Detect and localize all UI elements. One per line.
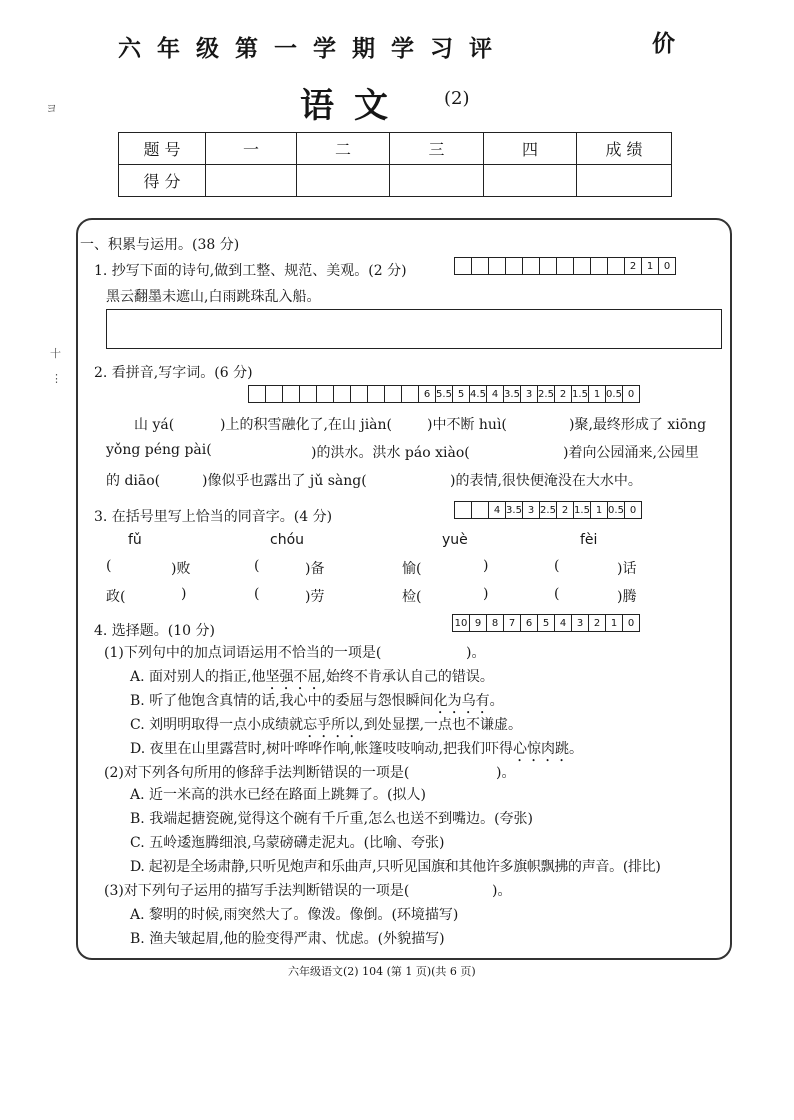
- grid-cell[interactable]: 4.5: [470, 386, 487, 403]
- subject-title: 语文: [300, 86, 408, 126]
- grid-cell[interactable]: 0: [623, 386, 640, 403]
- grid-cell[interactable]: 1: [589, 386, 606, 403]
- grid-cell[interactable]: 4: [555, 615, 572, 632]
- q1-prompt: 1. 抄写下面的诗句,做到工整、规范、美观。(2 分): [94, 263, 407, 279]
- grid-cell[interactable]: 3: [521, 386, 538, 403]
- margin-mark: ヨ: [46, 102, 57, 115]
- margin-mark: 十: [50, 347, 61, 360]
- grid-cell[interactable]: [455, 502, 472, 519]
- q4-sub2-option-d[interactable]: D. 起初是全场肃静,只听见炮声和乐曲声,只听见国旗和其他许多旗帜飘拂的声音。(排比): [130, 859, 661, 875]
- grid-cell[interactable]: 1: [591, 502, 608, 519]
- grid-cell[interactable]: 10: [453, 615, 470, 632]
- grid-cell[interactable]: 2: [625, 258, 642, 275]
- option-text: ,始终不肯承认自己的错误。: [321, 669, 494, 685]
- page-footer: 六年级语文(2) 104 (第 1 页)(共 6 页): [288, 965, 476, 978]
- score-header-cell: 一: [206, 133, 297, 165]
- q3-blank: )腾: [617, 589, 637, 605]
- q3-blank: )话: [617, 561, 637, 577]
- q3-pinyin: yuè: [442, 532, 468, 548]
- grid-cell[interactable]: 2: [557, 502, 574, 519]
- margin-mark: ⋮: [51, 372, 62, 385]
- q3-blank: ): [483, 558, 489, 574]
- section-heading: 一、积累与运用。(38 分): [80, 237, 240, 253]
- subject-number: (2): [444, 88, 470, 109]
- q4-prompt: 4. 选择题。(10 分): [94, 623, 215, 639]
- score-input-cell[interactable]: [577, 165, 672, 197]
- grid-cell[interactable]: 6: [521, 615, 538, 632]
- q3-prompt: 3. 在括号里写上恰当的同音字。(4 分): [94, 509, 333, 525]
- grid-cell[interactable]: [385, 386, 402, 403]
- q2-text: )中不断 huì(: [427, 417, 507, 433]
- score-input-cell[interactable]: [206, 165, 297, 197]
- score-input-cell[interactable]: [484, 165, 577, 197]
- q4-sub1-option-b[interactable]: [130, 690, 504, 717]
- q4-sub1-option-a[interactable]: [130, 666, 494, 693]
- q4-sub3-option-a[interactable]: A. 黎明的时候,雨突然大了。像泼。像倒。(环境描写): [130, 907, 459, 923]
- q4-sub1-stem: (1)下列句中的加点词语运用不恰当的一项是(: [104, 645, 382, 661]
- q2-text: )像似乎也露出了 jǔ sàng(: [202, 473, 367, 489]
- grid-cell[interactable]: 9: [470, 615, 487, 632]
- grid-cell[interactable]: 6: [419, 386, 436, 403]
- grid-cell[interactable]: 3.5: [506, 502, 523, 519]
- score-header-cell: 成 绩: [577, 133, 672, 165]
- q2-text: )聚,最终形成了 xiōng: [569, 417, 707, 433]
- grid-cell[interactable]: 0: [625, 502, 642, 519]
- q4-sub2-option-a[interactable]: A. 近一米高的洪水已经在路面上跳舞了。(拟人): [130, 787, 426, 803]
- dotted-word: 化为乌有: [433, 693, 490, 709]
- score-table: [118, 132, 672, 197]
- grid-cell[interactable]: 2.5: [540, 502, 557, 519]
- grid-cell[interactable]: [574, 258, 591, 275]
- grid-cell[interactable]: [540, 258, 557, 275]
- grid-cell[interactable]: 4: [487, 386, 504, 403]
- grid-cell[interactable]: [368, 386, 385, 403]
- grid-cell[interactable]: 0: [659, 258, 676, 275]
- grid-cell[interactable]: [266, 386, 283, 403]
- q3-blank: (: [554, 586, 560, 602]
- score-input-cell[interactable]: [297, 165, 390, 197]
- grid-cell[interactable]: [351, 386, 368, 403]
- grid-cell[interactable]: 1.5: [572, 386, 589, 403]
- q3-pinyin: chóu: [270, 532, 305, 548]
- grid-cell[interactable]: [283, 386, 300, 403]
- option-text: B. 听了他饱含真情的话,我心中的委屈与怨恨瞬间: [130, 693, 434, 709]
- q3-blank: (: [554, 558, 560, 574]
- grid-cell[interactable]: 2: [555, 386, 572, 403]
- q4-sub3-stem-end: )。: [492, 883, 512, 899]
- grid-cell[interactable]: [557, 258, 574, 275]
- grid-cell[interactable]: 2.5: [538, 386, 555, 403]
- q3-blank: 检(: [402, 589, 422, 605]
- grid-cell[interactable]: [608, 258, 625, 275]
- q2-text: )的洪水。洪水 páo xiào(: [311, 445, 470, 461]
- grid-cell[interactable]: [334, 386, 351, 403]
- q2-prompt: 2. 看拼音,写字词。(6 分): [94, 365, 253, 381]
- q4-sub3-option-b[interactable]: B. 渔夫皱起眉,他的脸变得严肃、忧虑。(外貌描写): [130, 931, 445, 947]
- q3-blank: (: [254, 558, 260, 574]
- option-text: 。: [568, 741, 583, 757]
- q4-sub2-stem-end: )。: [496, 765, 516, 781]
- grid-cell[interactable]: [317, 386, 334, 403]
- q3-blank: (: [106, 558, 112, 574]
- dotted-word: 坚强不屈: [265, 669, 322, 685]
- q4-sub3-stem: (3)对下列句子运用的描写手法判断错误的一项是(: [104, 883, 410, 899]
- grid-cell[interactable]: 5.5: [436, 386, 453, 403]
- q3-pinyin: fèi: [580, 532, 598, 548]
- grid-cell[interactable]: 5: [538, 615, 555, 632]
- grid-cell[interactable]: [472, 258, 489, 275]
- score-header-cell: 二: [297, 133, 390, 165]
- grid-cell[interactable]: 1: [642, 258, 659, 275]
- q3-score-grid: [454, 501, 642, 519]
- grid-cell[interactable]: [455, 258, 472, 275]
- grid-cell[interactable]: [523, 258, 540, 275]
- q3-blank: )败: [171, 561, 191, 577]
- grid-cell[interactable]: 0.5: [606, 386, 623, 403]
- q3-blank: (: [254, 586, 260, 602]
- q2-text: yǒng péng pài(: [106, 442, 212, 458]
- grid-cell[interactable]: [300, 386, 317, 403]
- q2-score-grid: [248, 385, 640, 403]
- grid-cell[interactable]: 2: [589, 615, 606, 632]
- q4-sub1-stem-end: )。: [466, 645, 486, 661]
- score-header-cell: 四: [484, 133, 577, 165]
- grid-cell[interactable]: [249, 386, 266, 403]
- grid-cell[interactable]: 8: [487, 615, 504, 632]
- q3-blank: )备: [305, 561, 325, 577]
- q2-text: 山 yá(: [134, 417, 175, 433]
- grid-cell[interactable]: [489, 258, 506, 275]
- q4-sub1-option-c[interactable]: [130, 714, 522, 741]
- q1-poem: 黑云翻墨未遮山,白雨跳珠乱入船。: [106, 289, 321, 305]
- grid-cell[interactable]: 1: [606, 615, 623, 632]
- grid-cell[interactable]: [591, 258, 608, 275]
- q1-answer-box[interactable]: [106, 309, 722, 349]
- q4-sub2-option-b[interactable]: B. 我端起搪瓷碗,觉得这个碗有千斤重,怎么也送不到嘴边。(夸张): [130, 811, 534, 827]
- option-text: ,到处显摆,一点也不谦虚。: [359, 717, 523, 733]
- q3-pinyin: fǔ: [128, 532, 142, 548]
- grid-cell[interactable]: 7: [504, 615, 521, 632]
- grid-cell[interactable]: [402, 386, 419, 403]
- score-label-cell: 得 分: [119, 165, 206, 197]
- q3-blank: 愉(: [402, 561, 422, 577]
- dotted-word: 忘乎所以: [303, 717, 360, 733]
- q4-sub1-option-d[interactable]: [130, 738, 583, 765]
- q3-blank: ): [181, 586, 187, 602]
- q4-sub2-option-c[interactable]: C. 五岭逶迤腾细浪,乌蒙磅礴走泥丸。(比喻、夸张): [130, 835, 445, 851]
- score-input-cell[interactable]: [390, 165, 484, 197]
- score-header-cell: 三: [390, 133, 484, 165]
- q4-sub2-stem: (2)对下列各句所用的修辞手法判断错误的一项是(: [104, 765, 410, 781]
- score-header-cell: 题 号: [119, 133, 206, 165]
- grid-cell[interactable]: 3: [523, 502, 540, 519]
- exam-title: 六年级第一学期学习评: [118, 35, 508, 62]
- q3-blank: )劳: [305, 589, 325, 605]
- q3-blank: ): [483, 586, 489, 602]
- q4-score-grid: [452, 614, 640, 632]
- option-text: 。: [489, 693, 504, 709]
- grid-cell[interactable]: [506, 258, 523, 275]
- grid-cell[interactable]: 0: [623, 615, 640, 632]
- q2-text: )着向公园涌来,公园里: [563, 445, 699, 461]
- option-text: A. 面对别人的指正,他: [130, 669, 266, 685]
- grid-cell[interactable]: 3.5: [504, 386, 521, 403]
- q3-blank: 政(: [106, 589, 126, 605]
- option-text: D. 夜里在山里露营时,树叶哗哗作响,帐篷吱吱响动,把我们吓得: [130, 741, 513, 757]
- dotted-word: 心惊肉跳: [512, 741, 569, 757]
- exam-title-tail: 价: [652, 30, 675, 57]
- grid-cell[interactable]: 3: [572, 615, 589, 632]
- q1-score-grid: [454, 257, 676, 275]
- q2-text: )的表情,很快便淹没在大水中。: [450, 473, 642, 489]
- grid-cell[interactable]: [472, 502, 489, 519]
- grid-cell[interactable]: 4: [489, 502, 506, 519]
- grid-cell[interactable]: 1.5: [574, 502, 591, 519]
- grid-cell[interactable]: 0.5: [608, 502, 625, 519]
- grid-cell[interactable]: 5: [453, 386, 470, 403]
- q2-text: 的 diāo(: [106, 473, 161, 489]
- q2-text: )上的积雪融化了,在山 jiàn(: [220, 417, 393, 433]
- option-text: C. 刘明明取得一点小成绩就: [130, 717, 304, 733]
